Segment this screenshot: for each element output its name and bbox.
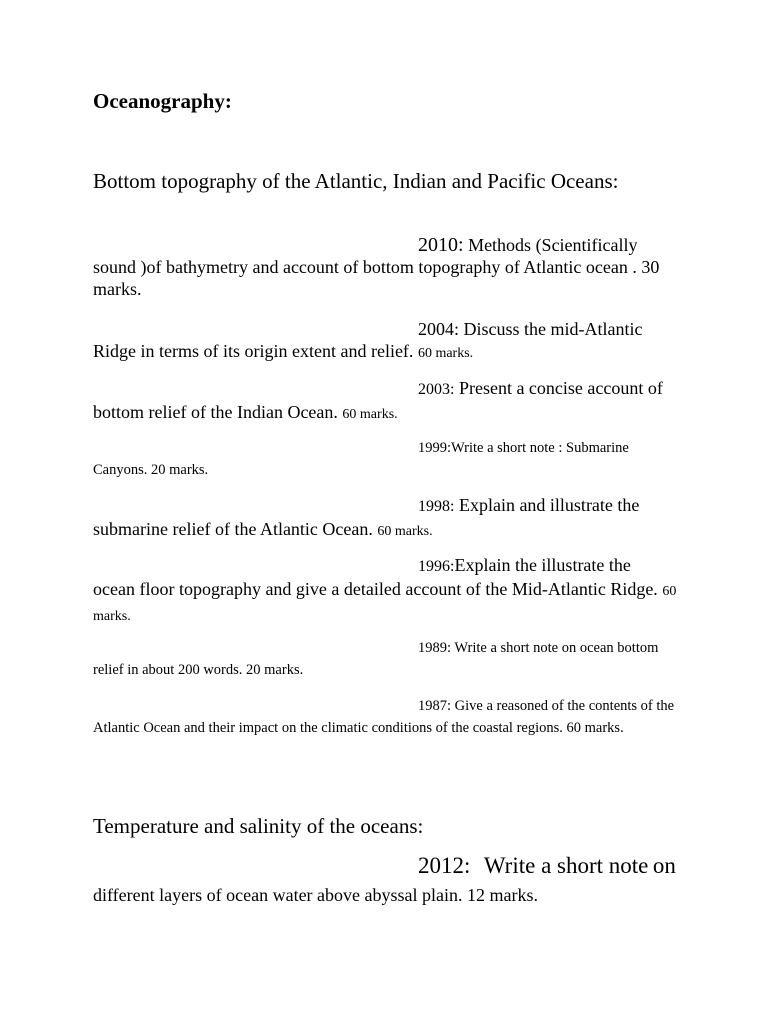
question-year: 2003: [418,381,455,398]
question-entry [93,637,677,681]
question-entry [93,695,677,739]
question-year: 2004: [418,319,460,339]
question-entry [93,554,677,628]
question-entry [93,494,677,543]
question-text: Explain and illustrate the submarine relief of the Atlantic Ocean. [93,495,640,539]
question-entry [93,377,677,426]
question-entry [93,318,677,365]
question-year: 1999: [418,440,452,456]
question-year: 1987: [418,698,452,714]
question-text: different layers of ocean water above abyssal plain. 12 marks. [93,885,538,905]
question-marks: 60 marks. [342,407,398,422]
question-text: Discuss the mid-Atlantic Ridge in terms of its origin extent and relief. [93,319,643,361]
question-entry [93,852,677,909]
section-title-bottom-topography: Bottom topography of the Atlantic, Indian and Pacific Oceans: [93,169,619,193]
question-text: Present a concise account of bottom relief of the Indian Ocean. [93,378,663,422]
question-text: Give a reasoned of the contents of the Atlantic Ocean and their impact on the climatic conditions of the coastal regions. 60 marks. [93,698,675,736]
question-entry [93,437,677,481]
document-heading: Oceanography: [93,89,232,113]
question-year: 1989: [418,640,452,656]
question-year: 2010: [418,234,464,256]
question-on: on [652,853,676,878]
question-year: 1998: [418,498,455,515]
question-year: 2012: [418,853,471,878]
question-marks: 60 marks. [417,346,474,361]
question-text: Explain the illustrate the ocean floor topography and give a detailed account of the Mid-Atlantic Ridge. [93,555,658,599]
question-year: 1996: [418,558,455,575]
question-lead: Write a short note [483,853,649,878]
question-marks: 60 marks. [377,524,433,539]
question-marks: 60 marks. [93,584,677,624]
question-text: Methods (Scientifically sound )of bathymetry and account of bottom topography of Atlantic ocean . 30 marks. [93,235,660,299]
question-text: Write a short note on ocean bottom relief in about 200 words. 20 marks. [93,640,659,678]
section-title-temperature-salinity: Temperature and salinity of the oceans: [93,814,424,838]
question-text: Write a short note : Submarine Canyons. 20 marks. [93,440,629,478]
question-entry [93,234,677,300]
